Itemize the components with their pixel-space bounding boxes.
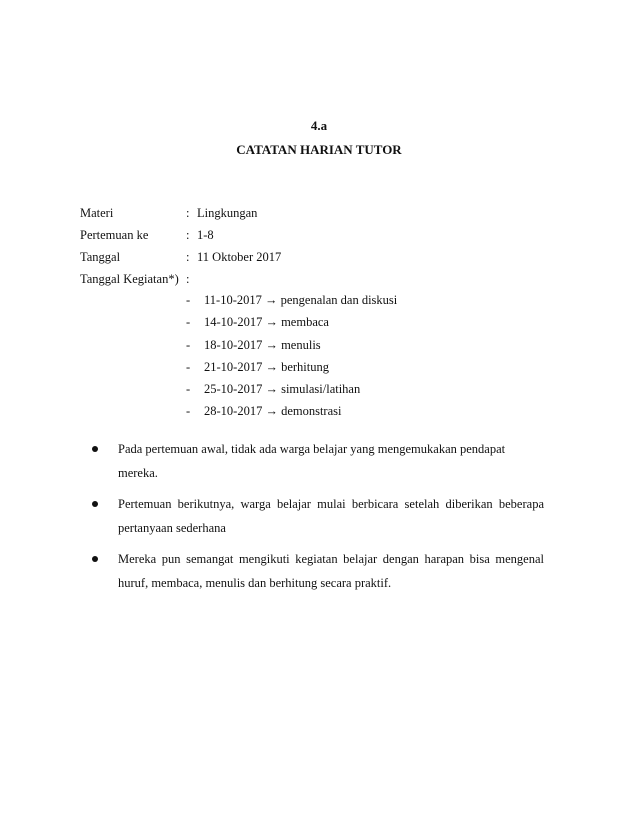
notes-list: [92, 437, 544, 595]
activity-text: 25-10-2017 → simulasi/latihan: [204, 382, 361, 397]
info-label: Tanggal: [80, 250, 121, 264]
note-text: Pada pertemuan awal, tidak ada warga belajar yang mengemukakan pendapat mereka.: [118, 442, 506, 480]
info-colon: :: [186, 250, 190, 264]
activity-dash: -: [186, 293, 191, 307]
activity-dash: -: [186, 382, 191, 397]
note-item: [92, 547, 544, 595]
activity-dash: -: [186, 315, 191, 330]
note-text: Mereka pun semangat mengikuti kegiatan belajar dengan harapan bisa mengenal huruf, membaca, menulis dan berhitung secara praktif.: [118, 552, 544, 590]
info-colon: :: [186, 206, 190, 220]
activity-dash: -: [186, 337, 191, 352]
info-label: Materi: [80, 206, 114, 220]
bullet-icon: [92, 446, 98, 452]
document-title: CATATAN HARIAN TUTOR: [236, 142, 402, 157]
info-row-tanggal: [80, 249, 580, 271]
bullet-icon: [92, 556, 98, 562]
info-row-pertemuan: [80, 227, 580, 249]
info-row-materi: [80, 205, 580, 227]
section-number: 4.a: [310, 118, 328, 133]
info-value: 1-8: [197, 228, 214, 242]
info-colon: :: [186, 228, 190, 242]
bullet-icon: [92, 501, 98, 507]
info-row-tanggal-kegiatan: [80, 271, 580, 293]
activity-dash: -: [186, 359, 191, 374]
activity-dash: -: [186, 404, 191, 419]
note-item: [92, 492, 544, 540]
activity-text: 21-10-2017 → berhitung: [204, 359, 329, 374]
info-value: 11 Oktober 2017: [197, 250, 282, 264]
activity-text: 18-10-2017 → menulis: [204, 337, 321, 352]
info-value: Lingkungan: [197, 206, 258, 220]
info-label: Pertemuan ke: [80, 228, 149, 242]
info-label: Tanggal Kegiatan*): [80, 272, 179, 286]
activity-text: 14-10-2017 → membaca: [204, 315, 329, 330]
info-colon: :: [186, 272, 190, 286]
activity-text: 28-10-2017 → demonstrasi: [204, 404, 342, 419]
note-text: Pertemuan berikutnya, warga belajar mulai berbicara setelah diberikan beberapa pertanyaan sederhana: [118, 497, 544, 535]
info-table: [80, 205, 580, 293]
note-item: [92, 437, 544, 485]
activity-text: 11-10-2017 → pengenalan dan diskusi: [204, 293, 398, 307]
